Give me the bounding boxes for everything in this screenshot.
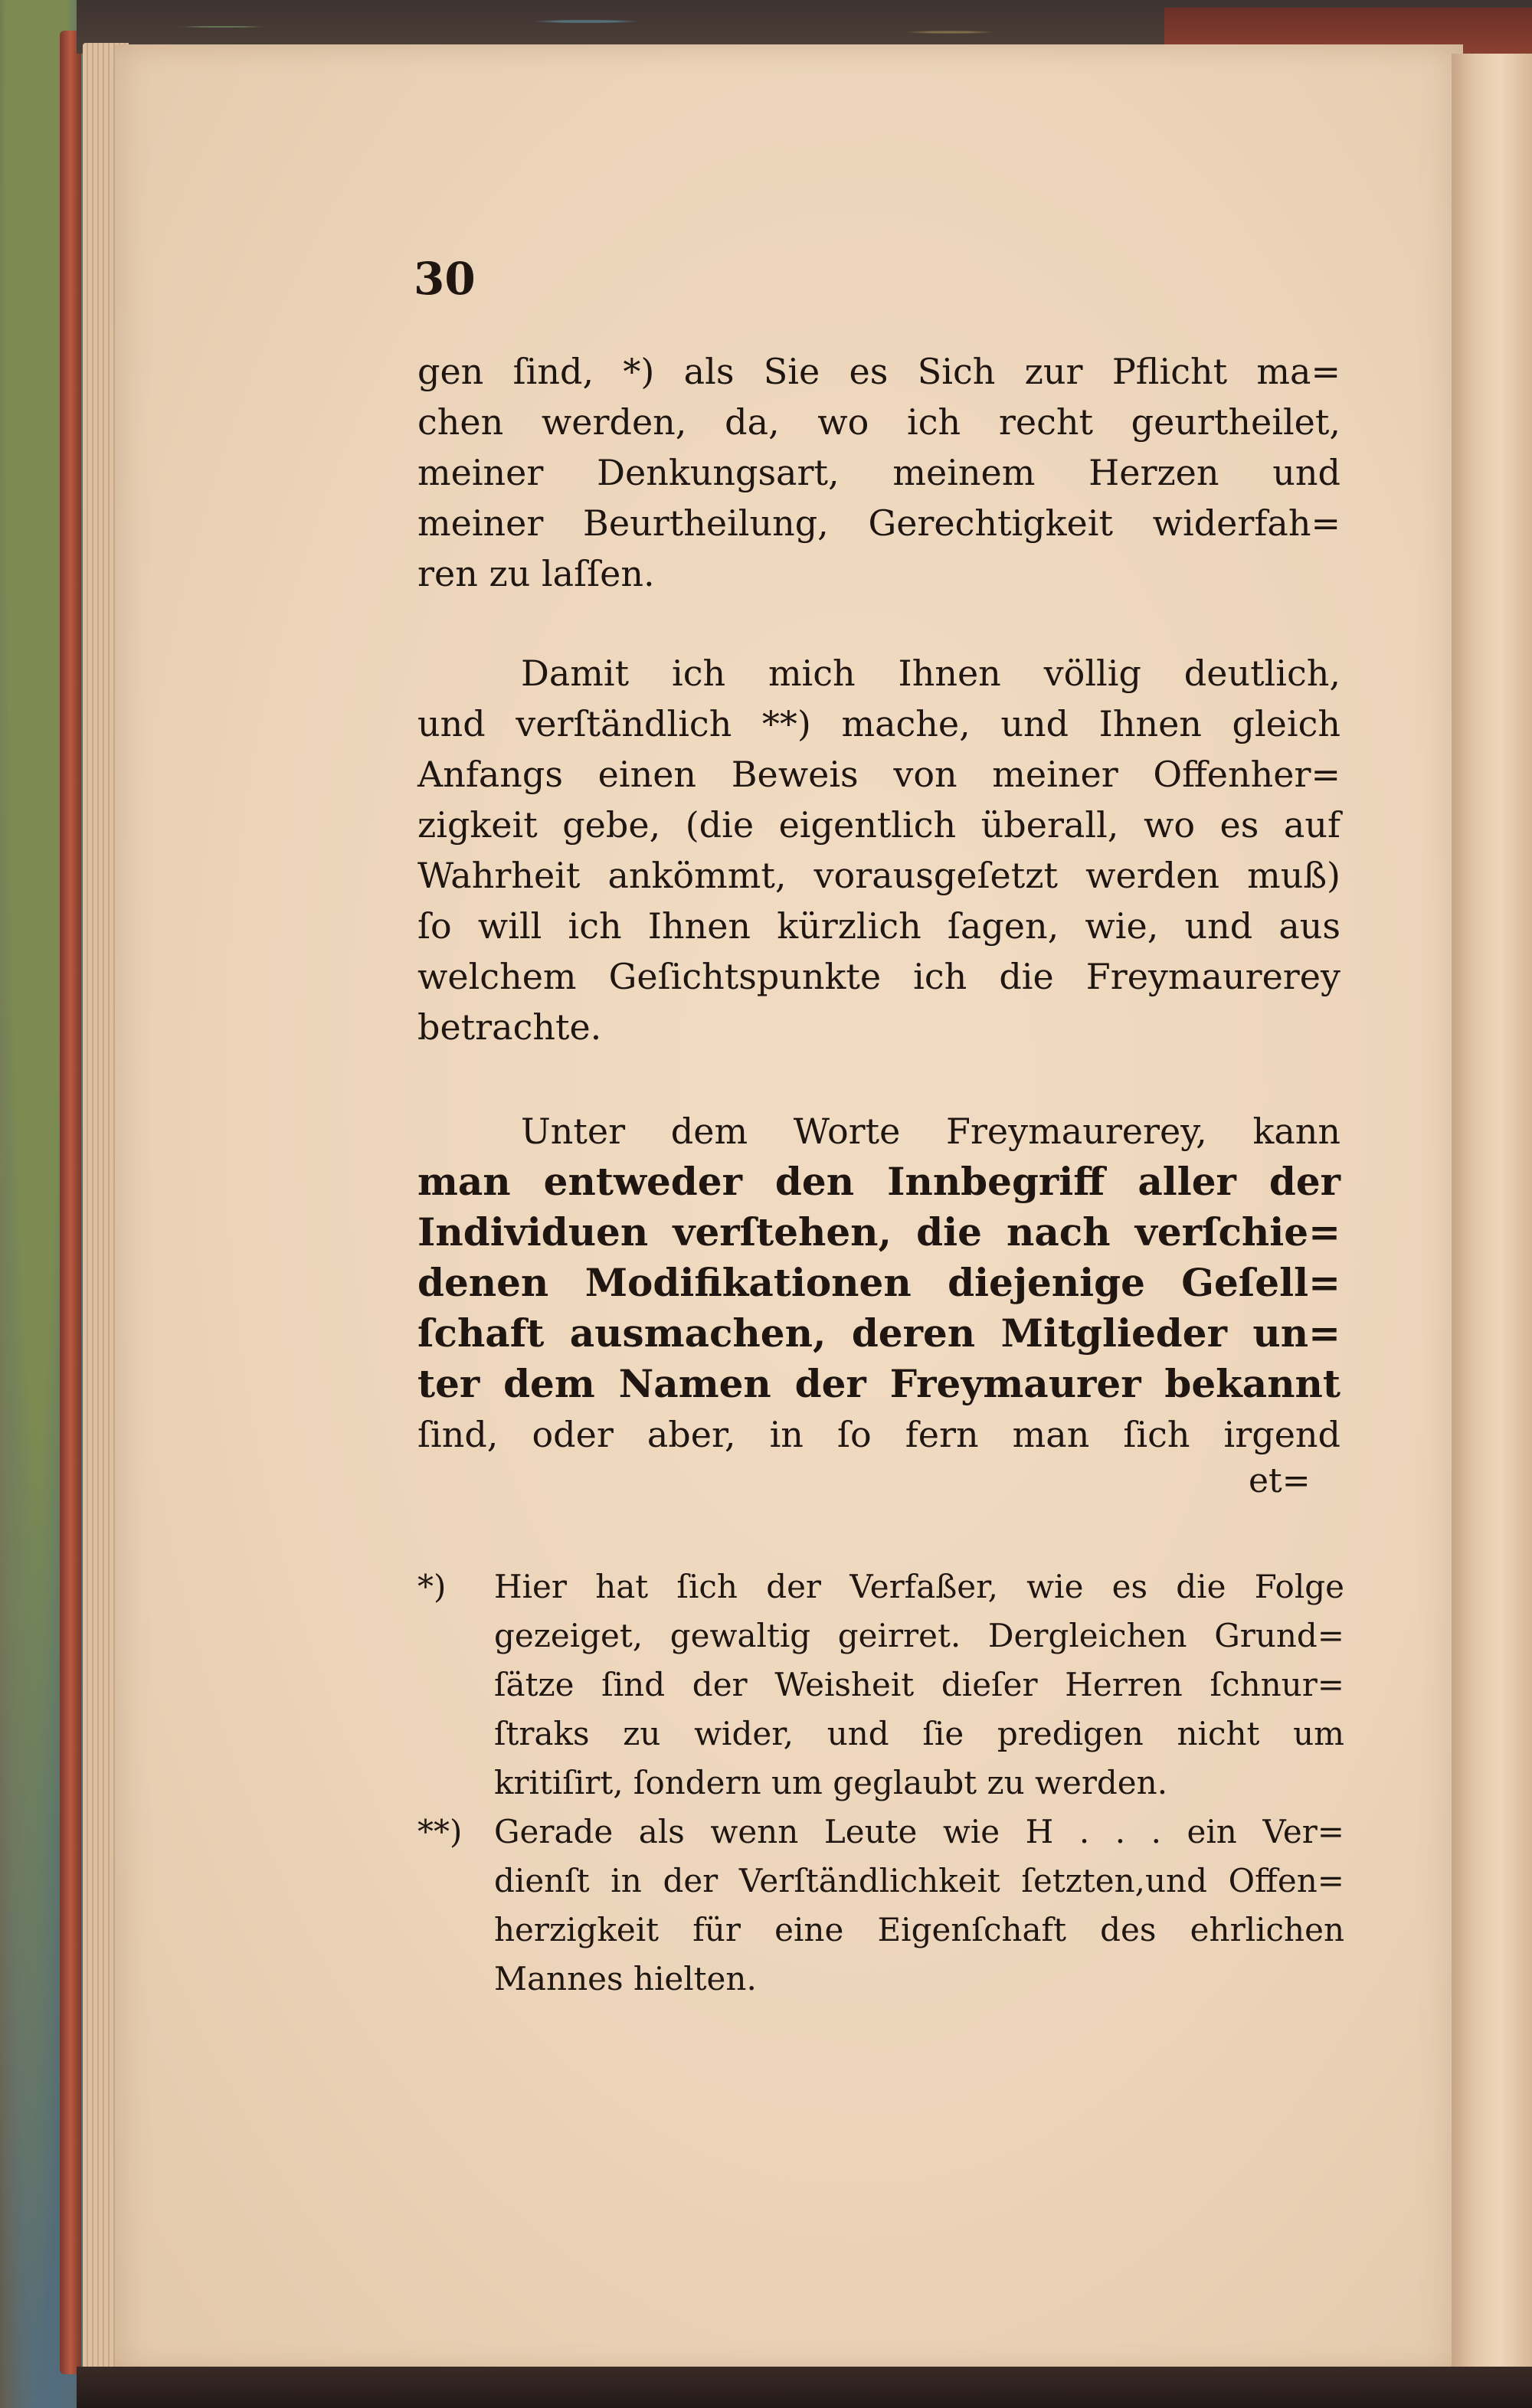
footnote-line: kritiſirt, ſondern um geglaubt zu werden. <box>494 1764 1168 1801</box>
text-line: betrachte. <box>417 1006 602 1048</box>
cover-spine-edge <box>60 31 81 2374</box>
text-line: ren zu laſſen. <box>417 553 655 594</box>
footnote-line: Hier hat ſich der Verfaßer, wie es die Folge <box>494 1568 1344 1605</box>
text-line: chen werden, da, wo ich recht geurtheilet, <box>417 401 1340 443</box>
text-line: Individuen verſtehen, die nach verſchie= <box>417 1209 1340 1255</box>
text-line: ſind, oder aber, in ſo fern man ſich irgend <box>417 1414 1340 1455</box>
text-line: welchem Geſichtspunkte ich die Freymaurerey <box>417 956 1340 997</box>
footnote-line: dienſt in der Verſtändlichkeit ſetzten,und Offen= <box>494 1862 1344 1899</box>
footnote-body <box>494 1562 1344 1808</box>
footnote-line: ſätze ſind der Weisheit dieſer Herren ſchnur= <box>494 1666 1344 1703</box>
paragraph-2 <box>417 648 1340 1052</box>
footnote-1 <box>417 1562 1344 1808</box>
text-line: man entweder den Innbegriff aller der <box>417 1159 1340 1204</box>
footnote-line: Gerade als wenn Leute wie H . . . ein Ver= <box>494 1813 1344 1850</box>
text-line: ter dem Namen der Freymaurer bekannt <box>417 1361 1340 1406</box>
text-line: meiner Denkungsart, meinem Herzen und <box>417 452 1340 493</box>
text-line: ſo will ich Ihnen kürzlich ſagen, wie, und aus <box>417 905 1340 947</box>
footnotes <box>417 1562 1344 2004</box>
bottom-edge <box>77 2367 1532 2408</box>
page-number: 30 <box>414 253 476 305</box>
text-line: und verſtändlich **) mache, und Ihnen gleich <box>417 703 1340 744</box>
footnote-line: ſtraks zu wider, und ſie predigen nicht um <box>494 1715 1344 1752</box>
footnote-line: Mannes hielten. <box>494 1960 757 1997</box>
footnote-line: gezeiget, gewaltig geirret. Dergleichen Grund= <box>494 1617 1344 1654</box>
text-line: Anfangs einen Beweis von meiner Offenher= <box>417 754 1340 795</box>
text-line: Damit ich mich Ihnen völlig deutlich, <box>521 653 1340 694</box>
paragraph-1 <box>417 346 1340 599</box>
footnote-2 <box>417 1808 1344 2004</box>
text-line: Wahrheit ankömmt, vorausgeſetzt werden muß) <box>417 855 1340 896</box>
text-line: Unter dem Worte Freymaurerey, kann <box>521 1111 1340 1152</box>
page-gutter <box>1452 54 1532 2367</box>
paragraph-3 <box>417 1106 1340 1460</box>
footnote-mark: **) <box>417 1813 463 1850</box>
text-line: meiner Beurtheilung, Gerechtigkeit widerfah= <box>417 502 1340 544</box>
catchword: et= <box>1249 1461 1311 1500</box>
text-line: denen Modifikationen diejenige Geſell= <box>417 1260 1340 1305</box>
text-line: zigkeit gebe, (die eigentlich überall, wo es auf <box>417 804 1340 846</box>
footnote-mark: *) <box>417 1568 447 1605</box>
footnote-line: herzigkeit für eine Eigenſchaft des ehrlichen <box>494 1911 1344 1948</box>
footnote-body <box>494 1808 1344 2004</box>
text-line: ſchaft ausmachen, deren Mitglieder un= <box>417 1310 1340 1356</box>
text-line: gen ſind, *) als Sie es Sich zur Pflicht ma= <box>417 351 1340 392</box>
